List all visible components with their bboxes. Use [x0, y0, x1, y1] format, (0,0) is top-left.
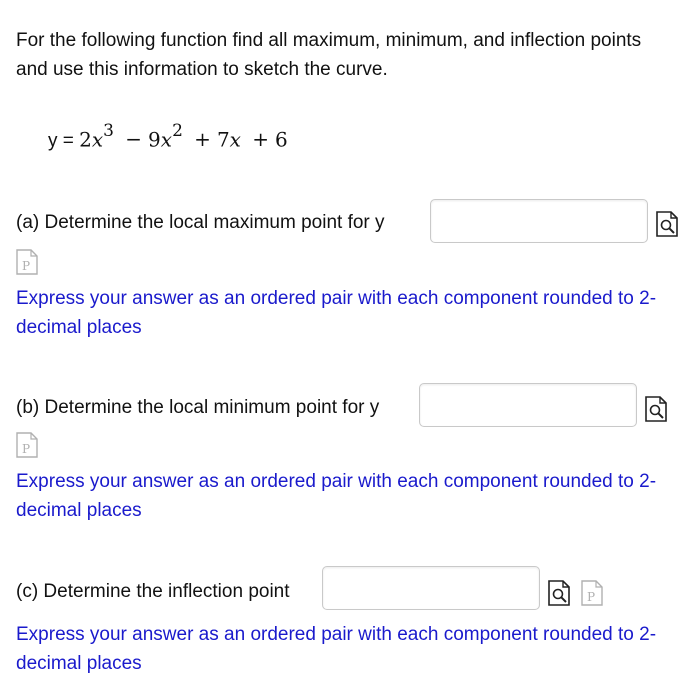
answer-format-hint-b: Express your answer as an ordered pair with each component rounded to 2- decimal places — [16, 471, 657, 521]
question-c-label: (c) Determine the inflection point — [16, 581, 290, 602]
problem-statement — [16, 26, 676, 84]
answer-a-input[interactable] — [430, 199, 648, 243]
svg-text:P: P — [22, 442, 31, 456]
answer-c-input[interactable] — [322, 566, 540, 610]
preview-magnifier-icon[interactable] — [656, 211, 678, 237]
problem-statement-line-2: and use this information to sketch the curve. — [16, 59, 388, 80]
formula-editor-icon[interactable] — [16, 249, 38, 275]
question-a-label: (a) Determine the local maximum point for y — [16, 212, 385, 233]
problem-statement-line-1: For the following function find all maximum, minimum, and inflection points — [16, 30, 642, 51]
answer-b-input[interactable] — [419, 383, 637, 427]
svg-text:P: P — [22, 259, 31, 273]
formula-editor-icon[interactable] — [16, 432, 38, 458]
svg-text:P: P — [587, 590, 596, 604]
answer-format-hint-a: Express your answer as an ordered pair with each component rounded to 2- decimal places — [16, 288, 657, 338]
equation-lhs: y = — [48, 130, 80, 152]
preview-magnifier-icon[interactable] — [645, 396, 667, 422]
formula-editor-icon[interactable] — [581, 580, 603, 606]
preview-magnifier-icon[interactable] — [548, 580, 570, 606]
answer-format-hint-c: Express your answer as an ordered pair with each component rounded to 2- decimal places — [16, 624, 657, 674]
function-equation: $y = 2x^3 - 9x^2 + 7x + 6$ — [48, 121, 288, 152]
question-b-label: (b) Determine the local minimum point for y — [16, 397, 380, 418]
